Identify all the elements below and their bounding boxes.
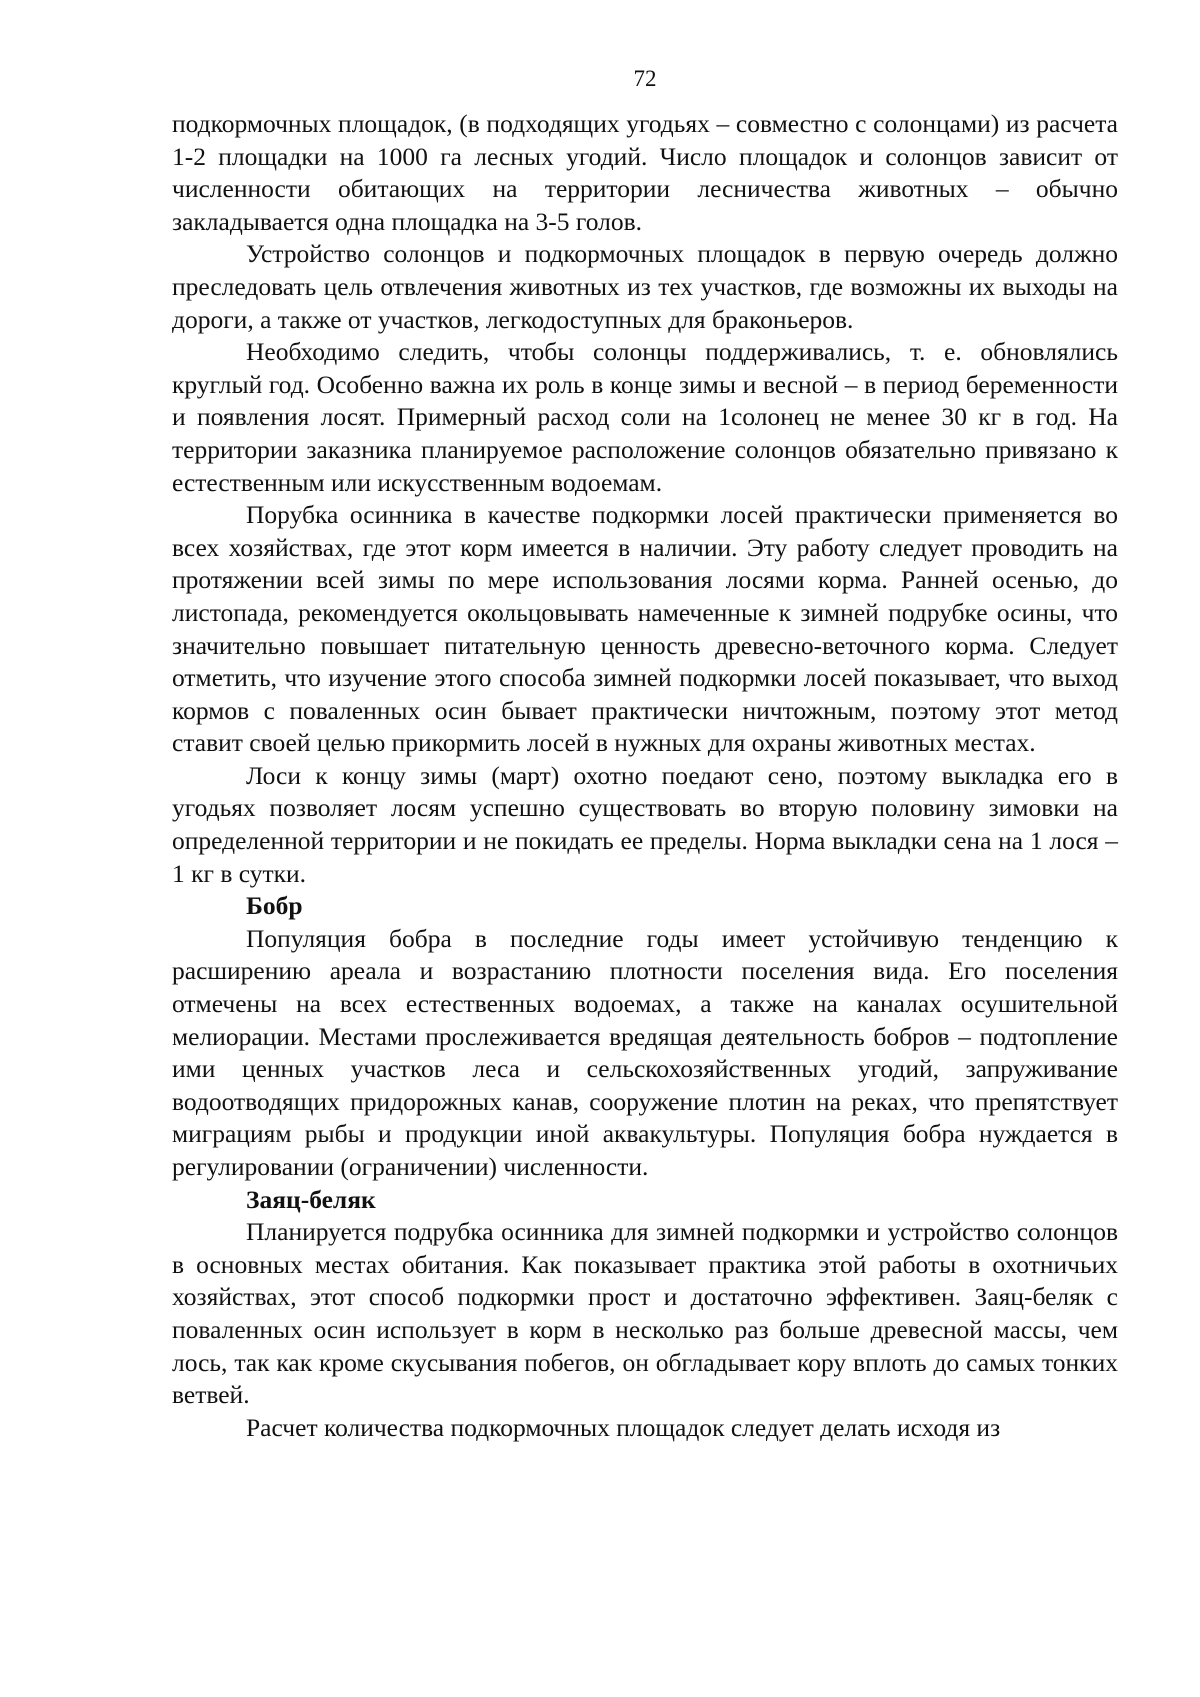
document-page (172, 64, 1118, 1444)
paragraph-hare: Планируется подрубка осинника для зимней подкормки и устройство солонцов в основных местах обитания. Как показывает практика этой работы в охотничьих хозяйствах, этот способ подкормки прост и достаточно эффективен. Заяц-беляк с поваленных осин использует в корм в несколько раз больше древесной массы, чем лось, так как кроме скусывания побегов, он обгладывает кору вплоть до самых тонких ветвей. (172, 1217, 1118, 1410)
paragraph-continuation: подкормочных площадок, (в подходящих угодьях – совместно с солонцами) из расчета 1-2 площадки на 1000 га лесных угодий. Число площадок и солонцов зависит от численности обитающих на территории лесничества животных – обычно закладывается одна площадка на 3-5 голов. (172, 109, 1118, 236)
paragraph-salt-licks: Устройство солонцов и подкормочных площадок в первую очередь должно преследовать цель отвлечения животных из тех участков, где возможны их выходы на дороги, а также от участков, легкодоступных для браконьеров. (172, 239, 1118, 334)
paragraph-salt-maintenance: Необходимо следить, чтобы солонцы поддерживались, т. е. обновлялись круглый год. Особенно важна их роль в конце зимы и весной – в период беременности и появления лосят. Примерный расход соли на 1солонец не менее 30 кг в год. На территории заказника планируемое расположение солонцов обязательно привязано к естественным или искусственным водоемам. (172, 337, 1118, 497)
paragraph-feeding-calculation: Расчет количества подкормочных площадок следует делать исходя из (246, 1412, 1001, 1442)
paragraph-aspen-cutting: Порубка осинника в качестве подкормки лосей практически применяется во всех хозяйствах, где этот корм имеется в наличии. Эту работу следует проводить на протяжении всей зимы по мере использования лосями корма. Ранней осенью, до листопада, рекомендуется окольцовывать намеченные к зимней подрубке осины, что значительно повышает питательную ценность древесно-веточного корма. Следует отметить, что изучение этого способа зимней подкормки лосей показывает, что выход кормов с поваленных осин бывает практически ничтожным, поэтому этот метод ставит своей целью прикормить лосей в нужных для охраны животных местах. (172, 500, 1118, 758)
page-number: 72 (633, 66, 657, 91)
heading-hare: Заяц-беляк (246, 1184, 376, 1214)
heading-beaver: Бобр (246, 891, 303, 921)
paragraph-hay: Лоси к концу зимы (март) охотно поедают сено, поэтому выкладка его в угодьях позволяет лосям успешно существовать во вторую половину зимовки на определенной территории и не покидать ее пределы. Норма выкладки сена на 1 лося – 1 кг в сутки. (172, 760, 1118, 888)
paragraph-beaver: Популяция бобра в последние годы имеет устойчивую тенденцию к расширению ареала и возрастанию плотности поселения вида. Его поселения отмечены на всех естественных водоемах, а также на каналах осушительной мелиорации. Местами прослеживается вредящая деятельность бобров – подтопление ими ценных участков леса и сельскохозяйственных угодий, запруживание водоотводящих придорожных канав, сооружение плотин на реках, что препятствует миграциям рыбы и продукции иной аквакультуры. Популяция бобра нуждается в регулировании (ограничении) численности. (172, 923, 1118, 1181)
